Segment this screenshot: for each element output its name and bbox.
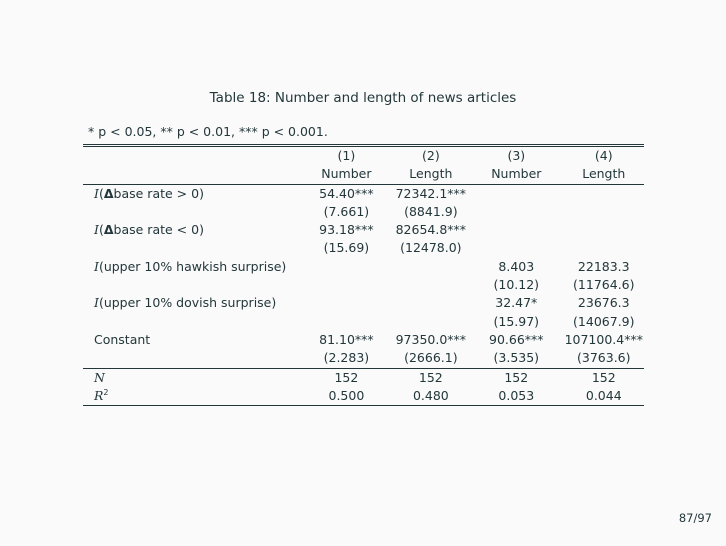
stat-cell: 152 — [300, 368, 392, 387]
coef-cell: 32.47* — [495, 295, 538, 311]
caption-label: Table 18: — [209, 90, 271, 106]
stat-cell: 0.044 — [585, 387, 622, 403]
se-row — [83, 276, 644, 294]
row-label: I(upper 10% hawkish surprise) — [94, 258, 287, 274]
significance-note: * p < 0.05, ** p < 0.01, *** p < 0.001. — [88, 124, 328, 139]
coef-cell — [469, 184, 564, 203]
stat-cell: 152 — [564, 368, 644, 387]
coef-row — [83, 331, 644, 349]
se-cell: (2666.1) — [404, 350, 458, 366]
column-number: (2) — [421, 148, 440, 163]
se-row — [83, 349, 644, 368]
se-row — [83, 313, 644, 331]
coef-cell: 107100.4*** — [564, 331, 643, 347]
se-cell — [300, 313, 392, 331]
column-name: Number — [469, 165, 564, 184]
stat-cell: 0.480 — [412, 387, 449, 403]
coef-cell: 93.18*** — [319, 222, 374, 238]
header-blank — [83, 146, 300, 166]
row-label: Constant — [94, 331, 151, 347]
stat-cell: 152 — [469, 368, 564, 387]
coef-cell: 90.66*** — [489, 331, 544, 347]
se-cell: (10.12) — [493, 277, 540, 293]
stat-row-r2 — [83, 387, 644, 406]
caption-text: Number and length of news articles — [274, 90, 517, 106]
column-name: Length — [393, 165, 469, 184]
row-label: I(Δbase rate < 0) — [94, 222, 204, 238]
row-label: I(upper 10% dovish surprise) — [94, 295, 277, 311]
stat-cell: 0.053 — [498, 387, 535, 403]
coef-cell: 97350.0*** — [395, 331, 467, 347]
stat-label: N — [83, 368, 300, 387]
stat-cell: 152 — [393, 368, 469, 387]
column-number: (1) — [337, 148, 356, 163]
se-row — [83, 239, 644, 257]
coef-cell — [300, 294, 392, 312]
se-cell — [564, 239, 644, 257]
coef-cell: 23676.3 — [577, 295, 630, 311]
se-cell: (7.661) — [323, 203, 370, 219]
se-cell — [393, 313, 469, 331]
se-cell — [469, 203, 564, 221]
se-cell: (3.535) — [493, 350, 540, 366]
coef-cell — [393, 258, 469, 276]
coef-row — [83, 221, 644, 239]
column-number: (3) — [507, 148, 526, 163]
se-cell — [469, 239, 564, 257]
page-number: 87/97 — [678, 511, 712, 525]
coef-cell: 72342.1*** — [395, 185, 467, 201]
coef-cell: 22183.3 — [577, 258, 630, 274]
se-row — [83, 203, 644, 221]
stat-cell: 0.500 — [328, 387, 365, 403]
coef-row — [83, 258, 644, 276]
header-blank — [83, 165, 300, 184]
se-cell: (2.283) — [323, 350, 370, 366]
se-cell: (14067.9) — [573, 313, 635, 329]
stat-row-n — [83, 368, 644, 387]
coef-cell: 82654.8*** — [395, 222, 467, 238]
coef-cell — [564, 221, 644, 239]
coef-row — [83, 184, 644, 203]
coef-cell — [469, 221, 564, 239]
se-cell — [564, 203, 644, 221]
column-number-row — [83, 146, 644, 166]
se-cell: (11764.6) — [573, 277, 635, 293]
se-cell: (3763.6) — [577, 350, 631, 366]
se-cell — [300, 276, 392, 294]
coef-cell — [564, 184, 644, 203]
se-cell: (8841.9) — [404, 203, 458, 219]
coef-cell — [300, 258, 392, 276]
stat-label: $R^2$ — [94, 387, 109, 403]
column-number: (4) — [594, 148, 613, 163]
coef-cell: 54.40*** — [319, 185, 374, 201]
table-caption — [0, 90, 726, 106]
coef-cell: 81.10*** — [319, 331, 374, 347]
column-name: Number — [300, 165, 392, 184]
se-cell: (12478.0) — [400, 240, 462, 256]
coef-row — [83, 294, 644, 312]
coef-cell: 8.403 — [498, 258, 535, 274]
column-name-row — [83, 165, 644, 184]
regression-table — [83, 144, 644, 406]
se-cell: (15.69) — [323, 240, 370, 256]
row-label: I(Δbase rate > 0) — [94, 185, 204, 201]
se-cell: (15.97) — [493, 313, 540, 329]
se-cell — [393, 276, 469, 294]
coef-cell — [393, 294, 469, 312]
column-name: Length — [564, 165, 644, 184]
